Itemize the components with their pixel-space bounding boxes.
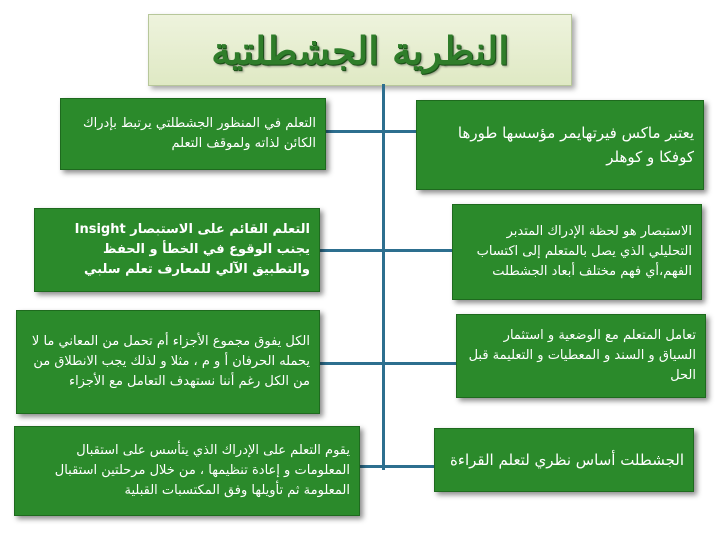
box-left-2 bbox=[34, 208, 320, 292]
box-left-1-text: التعلم في المنظور الجشطلتي يرتبط بإدراك الكائن لذاته ولموقف التعلم bbox=[82, 116, 316, 151]
box-left-3 bbox=[16, 310, 320, 414]
box-left-2-text: التعلم القائم على الاستبصار Insight يجنب الوقوع في الخطأ و الحفظ والتطبيق الآلي للمعارف تعلم سلبي bbox=[74, 222, 310, 277]
box-right-2-text: الاستبصار هو لحظة الإدراك المتدبر التحليلي الذي يصل بالمتعلم إلى اكتساب الفهم،أي فهم مختلف أبعاد الجشطلت bbox=[476, 224, 692, 279]
box-left-3-text: الكل يفوق مجموع الأجزاء أم تحمل من المعاني ما لا يحمله الحرفان أ و م ، مثلا و لذلك يجب الانطلاق من من الكل رغم أننا نستهدف التعامل مع الأجزاء bbox=[31, 334, 310, 389]
connector-row-3 bbox=[320, 362, 456, 365]
box-right-3 bbox=[456, 314, 706, 398]
box-right-4 bbox=[434, 428, 694, 492]
central-connector bbox=[382, 84, 385, 470]
connector-row-2 bbox=[320, 249, 452, 252]
diagram-title: النظرية الجشطلتية bbox=[211, 27, 509, 73]
box-left-1 bbox=[60, 98, 326, 170]
title-box bbox=[148, 14, 572, 86]
box-right-1 bbox=[416, 100, 704, 190]
box-left-4 bbox=[14, 426, 360, 516]
box-right-2 bbox=[452, 204, 702, 300]
box-right-1-text: يعتبر ماكس فيرتهايمر مؤسسها طورها كوفكا و كوهلر bbox=[457, 124, 694, 166]
box-right-3-text: تعامل المتعلم مع الوضعية و استثمار السياق و السند و المعطيات و التعليمة قبل الحل bbox=[468, 328, 696, 383]
box-left-4-text: يقوم التعلم على الإدراك الذي يتأسس على استقبال المعلومات و إعادة تنظيمها ، من خلال مرحلتين استقبال المعلومة ثم تأويلها وفق المكتسبات القبلية bbox=[54, 443, 350, 498]
box-right-4-text: الجشطلت أساس نظري لتعلم القراءة bbox=[450, 451, 684, 469]
connector-row-4 bbox=[360, 465, 435, 468]
